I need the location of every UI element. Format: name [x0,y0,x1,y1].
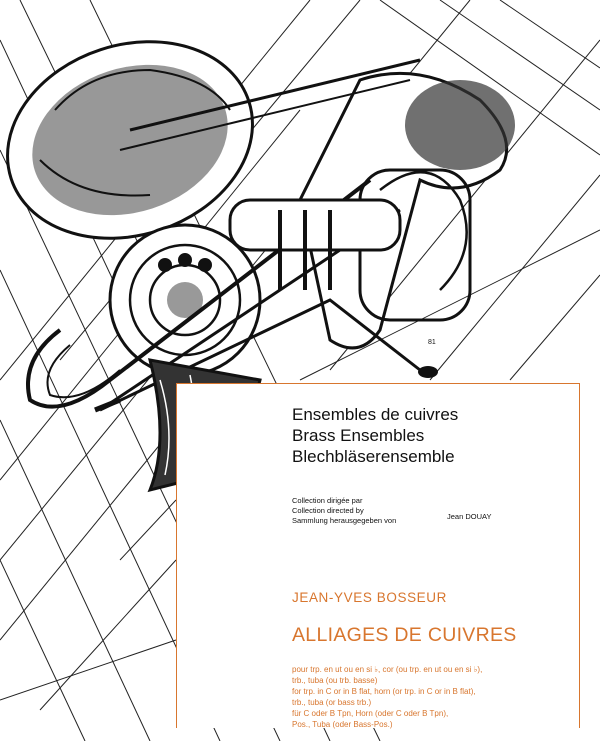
title-panel [176,383,580,728]
series-title-en: Brass Ensembles [292,426,425,445]
series-title-de: Blechbläserensemble [292,447,455,466]
composer-name: JEAN-YVES BOSSEUR [292,590,447,605]
instrumentation-line: trb., tuba (ou trb. basse) [292,676,378,685]
collection-label-en: Collection directed by [292,506,364,515]
collection-label-de: Sammlung herausgegeben von [292,516,397,525]
instrumentation-line: für C oder B Tpn, Horn (oder C oder B Tpn), [292,709,449,718]
instrumentation-line: for trp. in C or in B flat, horn (or trp. in C or in B flat), [292,687,476,696]
collection-label-fr: Collection dirigée par [292,496,363,505]
instrumentation-line: trb., tuba (or bass trb.) [292,698,372,707]
work-title: ALLIAGES DE CUIVRES [292,624,517,646]
instrumentation-line: Pos., Tuba (oder Bass-Pos.) [292,720,393,729]
instrumentation-line: pour trp. en ut ou en si ♭, cor (ou trp. en ut ou en si ♭), [292,665,483,674]
series-title-fr: Ensembles de cuivres [292,405,459,424]
collection-editor: Jean DOUAY [447,512,492,521]
illustration-mark: 81 [428,339,436,346]
